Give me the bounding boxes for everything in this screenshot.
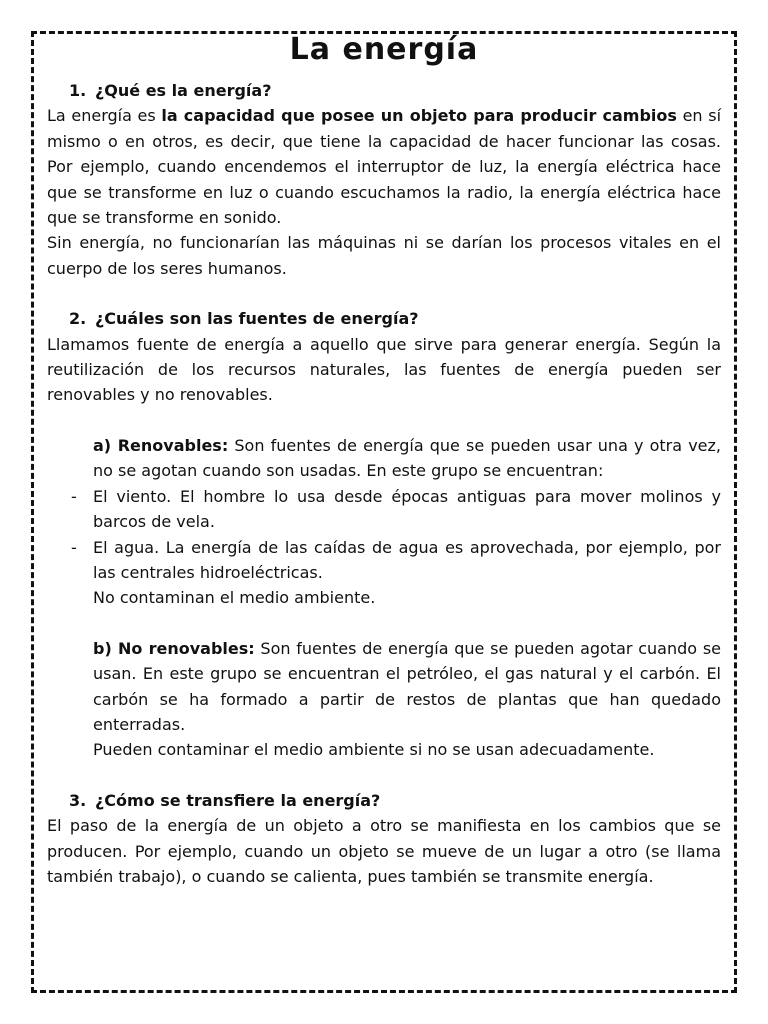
renewables-note: No contaminan el medio ambiente. xyxy=(93,588,376,608)
document-body xyxy=(47,30,721,889)
section-heading-2 xyxy=(47,306,721,331)
definition-text-end: en sí mismo o en otros, es decir, que tiene la capacidad de hacer funcionar las cosas. Por ejemplo, cuando encendemos el interruptor de luz, la energía eléctrica hace que se transforme en luz o cuando escuchamos la radio, la energía eléctrica hace que se transforme en sonido. xyxy=(47,106,722,228)
section-heading-text: ¿Cuáles son las fuentes de energía? xyxy=(95,309,419,329)
page-title: La energía xyxy=(289,32,479,67)
list-dash: - xyxy=(71,537,77,557)
definition-text-start: La energía es xyxy=(47,106,162,126)
non-renewables-paragraph xyxy=(47,636,721,738)
renewables-label: a) Renovables: xyxy=(93,435,229,455)
non-renewables-note: Pueden contaminar el medio ambiente si no se usan adecuadamente. xyxy=(93,740,655,760)
renewables-text: Son fuentes de energía que se pueden usar una y otra vez, no se agotan cuando son usadas. En este grupo se encuentran: xyxy=(93,435,722,481)
list-item-text: El agua. La energía de las caídas de agua es aprovechada, por ejemplo, por las centrales hidroeléctricas. xyxy=(93,537,721,582)
list-item xyxy=(47,535,721,586)
section-heading-text: ¿Qué es la energía? xyxy=(95,81,272,100)
list-item xyxy=(47,484,721,535)
paragraph-definition xyxy=(47,103,721,230)
section-number: 2. xyxy=(69,309,87,329)
definition-bold-phrase: la capacidad que posee un objeto para producir cambios xyxy=(161,106,677,126)
section-number: 3. xyxy=(69,790,87,810)
section-heading-1 xyxy=(47,78,721,103)
paragraph-without-energy: Sin energía, no funcionarían las máquinas ni se darían los procesos vitales en el cuerpo de los seres humanos. xyxy=(47,233,721,278)
paragraph-sources-intro: Llamamos fuente de energía a aquello que sirve para generar energía. Según la reutilización de los recursos naturales, las fuentes de energía pueden ser renovables y no renovables. xyxy=(47,334,721,405)
section-number: 1. xyxy=(69,81,87,100)
list-item-text: El viento. El hombre lo usa desde épocas antiguas para mover molinos y barcos de vela. xyxy=(93,486,721,532)
renewables-paragraph xyxy=(47,433,721,484)
non-renewables-text: Son fuentes de energía que se pueden agotar cuando se usan. En este grupo se encuentran el petróleo, el gas natural y el carbón. El carbón se ha formado a partir de restos de plantas que han quedado enterradas. xyxy=(93,638,722,734)
section-heading-3 xyxy=(47,788,721,813)
section-heading-text: ¿Cómo se transfiere la energía? xyxy=(95,790,381,810)
list-dash: - xyxy=(71,486,77,506)
paragraph-energy-transfer: El paso de la energía de un objeto a otro se manifiesta en los cambios que se producen. Por ejemplo, cuando un objeto se mueve de un lugar a otro (se llama también trabajo), o cuando se calienta, pues también se transmite energía. xyxy=(47,816,721,886)
non-renewables-label: b) No renovables: xyxy=(93,638,255,658)
